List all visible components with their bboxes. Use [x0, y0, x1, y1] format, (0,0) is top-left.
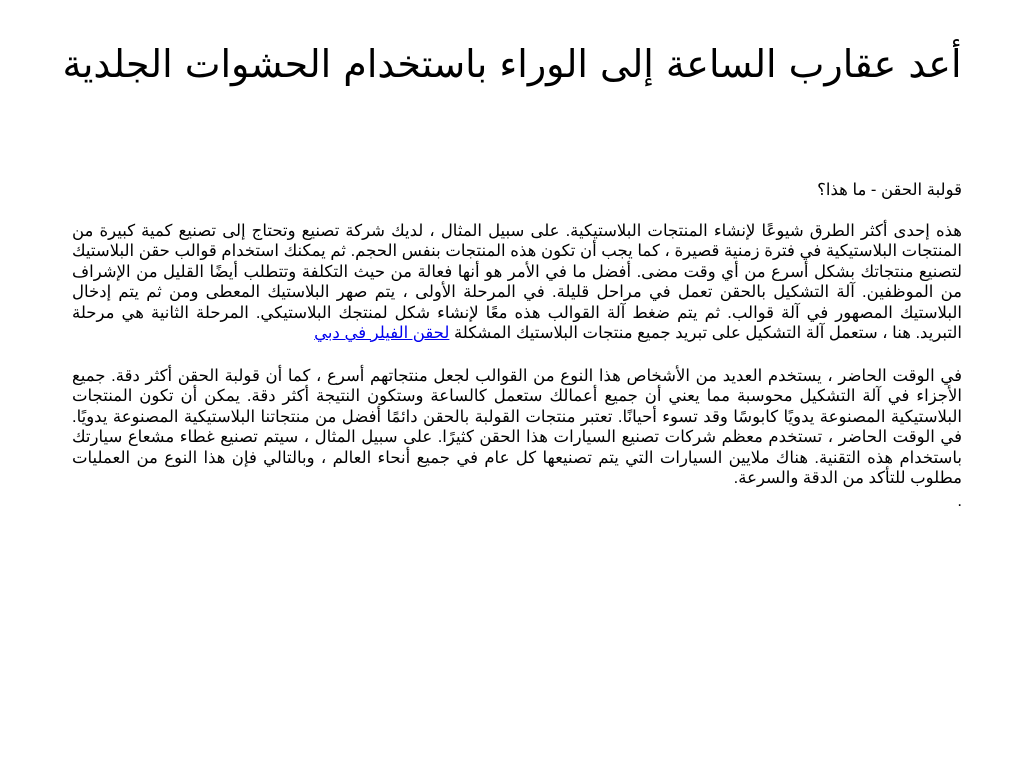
paragraph-2: في الوقت الحاضر ، يستخدم العديد من الأشخاص هذا النوع من القوالب لجعل منتجاتهم أسرع ، كما أن قولبة الحقن أكثر دقة. جميع الأجزاء في آلة التشكيل محوسبة مما يعني أن جميع أعمالك ستعمل كالساعة وستكون النتيجة أكثر دقة. يمكن أن تكون المنتجات البلاستيكية المصنوعة يدويًا كابوسًا وقد تسوء أحيانًا. تعتبر منتجات القولبة بالحقن دائمًا أفضل من منتجاتنا البلاستيكية المصنوعة يدويًا. في الوقت الحاضر ، تستخدم معظم شركات تصنيع السيارات هذا الحقن كثيرًا. على سبيل المثال ، سيتم تصنيع غطاء مشعاع سيارتك باستخدام هذه التقنية. هناك ملايين السيارات التي يتم تصنيعها كل عام في جميع أنحاء العالم ، وبالتالي فإن هذا النوع من العمليات مطلوب للتأكد من الدقة والسرعة. [72, 366, 962, 487]
slide-body [72, 180, 962, 511]
paragraph-1-text: هذه إحدى أكثر الطرق شيوعًا لإنشاء المنتجات البلاستيكية. على سبيل المثال ، لديك شركة تصنيع وتحتاج إلى تصنيع كمية كبيرة من المنتجات البلاستيكية في فترة زمنية قصيرة ، كما يجب أن تكون هذه المنتجات بنفس الحجم. ثم يمكنك استخدام قوالب حقن البلاستيك لتصنيع منتجاتك بشكل أسرع من أي وقت مضى. أفضل ما في الأمر هو أنها فعالة من حيث التكلفة وتتطلب أيضًا القليل من الإشراف من الموظفين. آلة التشكيل بالحقن تعمل في مراحل قليلة. في المرحلة الأولى ، يتم صهر البلاستيك المعطى ومن ثم يتم إدخال البلاستيك المصهور في آلة قوالب. ثم يتم ضغط آلة القوالب هذه معًا لإنشاء شكل لمنتجك البلاستيكي. المرحلة الثانية هي مرحلة التبريد. هنا ، ستعمل آلة التشكيل على تبريد جميع منتجات البلاستيك المشكلة [72, 221, 962, 342]
slide-title: أعد عقارب الساعة إلى الوراء باستخدام الحشوات الجلدية [62, 42, 962, 86]
filler-dubai-link[interactable]: لحقن الفيلر في دبي [314, 324, 450, 342]
trailing-dot: . [957, 491, 962, 510]
section-subheading: قولبة الحقن - ما هذا؟ [817, 181, 962, 199]
paragraph-1 [72, 221, 962, 344]
